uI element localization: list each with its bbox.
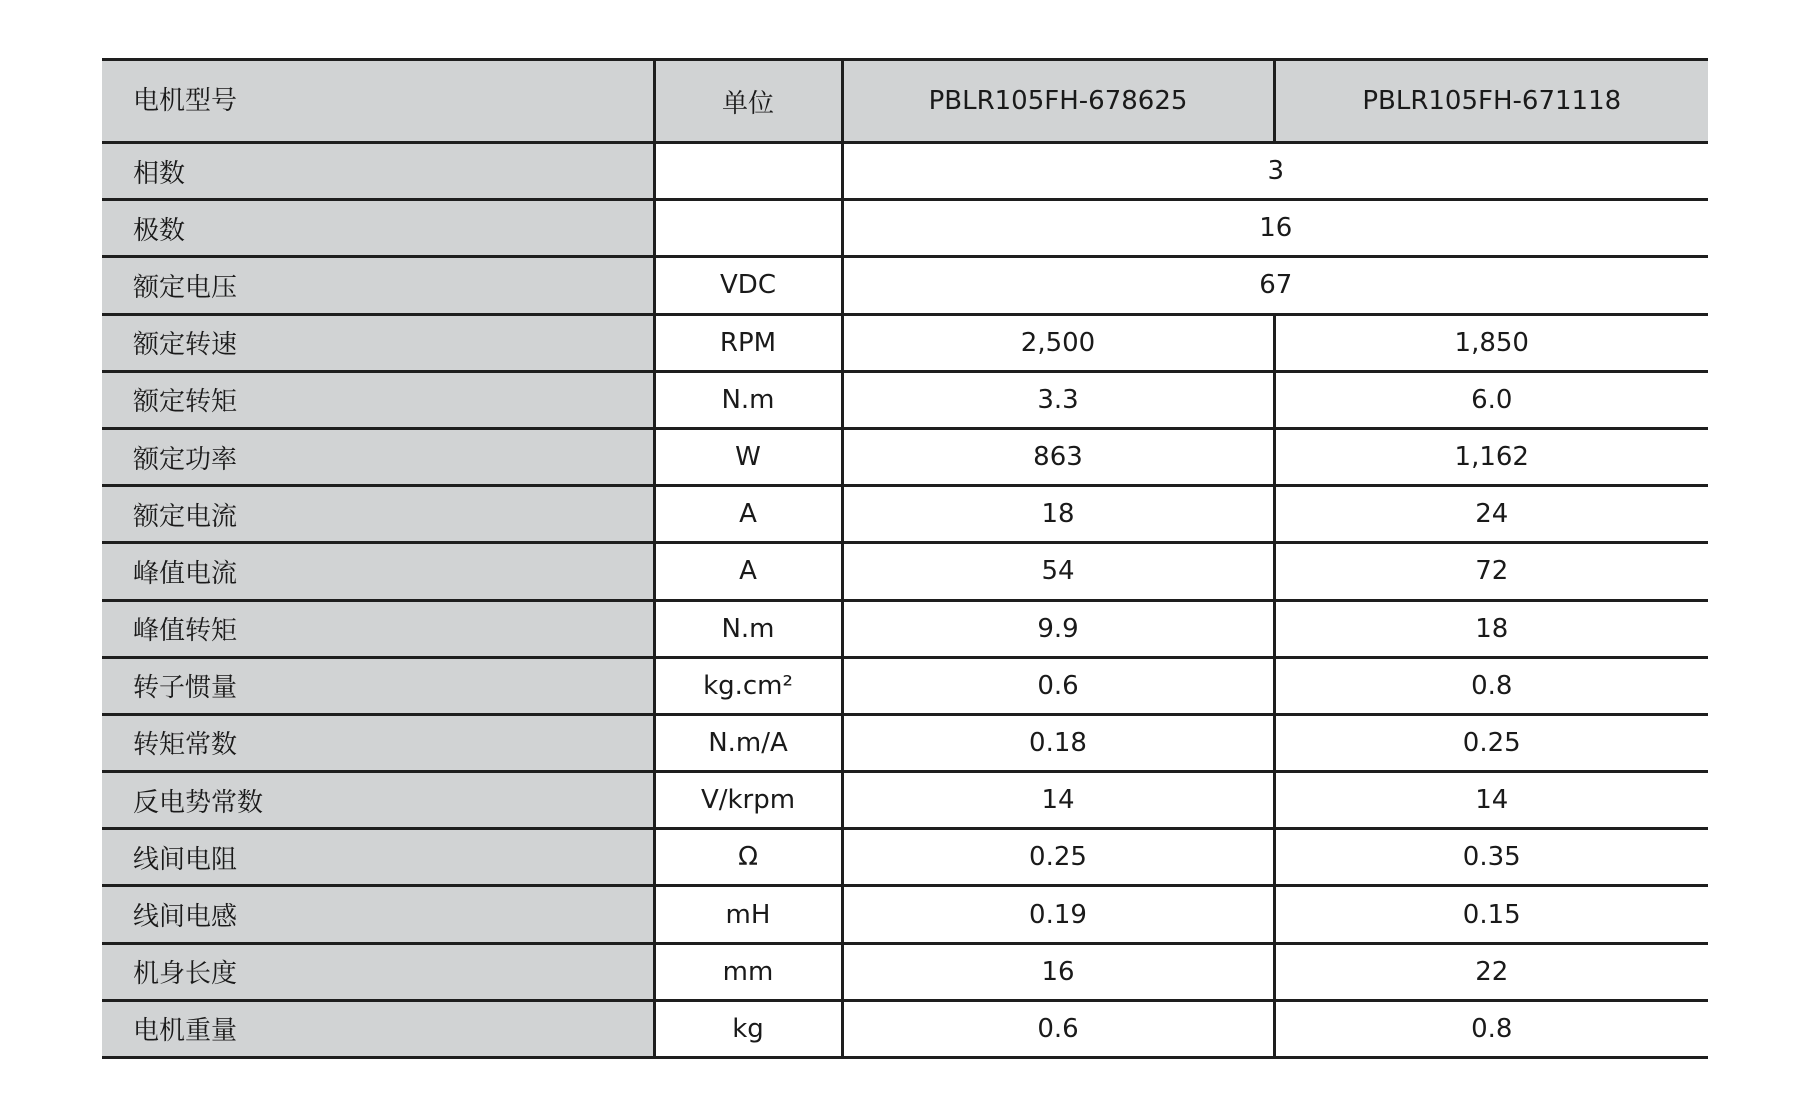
row-param-label: 额定电压 [102,257,654,314]
row-unit: N.m [654,371,842,428]
row-value-model-2: 1,162 [1274,428,1708,485]
table-row [102,1000,1708,1057]
header-param: 电机型号 [102,60,654,143]
row-value-shared: 3 [842,143,1708,200]
row-value-model-2: 24 [1274,486,1708,543]
row-param-label: 额定功率 [102,428,654,485]
row-value-model-2: 18 [1274,600,1708,657]
table-row [102,772,1708,829]
row-value-model-1: 54 [842,543,1274,600]
table-row [102,600,1708,657]
row-value-shared: 67 [842,257,1708,314]
table-row [102,829,1708,886]
row-unit: A [654,486,842,543]
row-param-label: 峰值电流 [102,543,654,600]
motor-spec-table [102,58,1708,1059]
row-value-model-1: 0.6 [842,657,1274,714]
table-row [102,886,1708,943]
row-value-model-2: 1,850 [1274,314,1708,371]
table-row [102,314,1708,371]
row-value-model-1: 0.19 [842,886,1274,943]
row-value-model-1: 18 [842,486,1274,543]
table-row [102,486,1708,543]
header-unit: 单位 [654,60,842,143]
row-param-label: 线间电阻 [102,829,654,886]
row-value-model-2: 6.0 [1274,371,1708,428]
row-unit: kg.cm² [654,657,842,714]
row-value-model-1: 2,500 [842,314,1274,371]
row-unit: kg [654,1000,842,1057]
table-row [102,657,1708,714]
row-value-model-1: 3.3 [842,371,1274,428]
row-unit [654,143,842,200]
row-unit: A [654,543,842,600]
table-row [102,257,1708,314]
row-param-label: 线间电感 [102,886,654,943]
row-value-model-1: 0.18 [842,714,1274,771]
row-value-model-2: 0.25 [1274,714,1708,771]
row-value-model-1: 0.25 [842,829,1274,886]
row-unit: N.m/A [654,714,842,771]
row-param-label: 电机重量 [102,1000,654,1057]
table-row [102,200,1708,257]
row-value-model-1: 863 [842,428,1274,485]
row-param-label: 额定电流 [102,486,654,543]
header-model-2: PBLR105FH-671118 [1274,60,1708,143]
row-value-model-1: 14 [842,772,1274,829]
row-unit: W [654,428,842,485]
row-param-label: 额定转矩 [102,371,654,428]
row-param-label: 转子惯量 [102,657,654,714]
header-row [102,60,1708,143]
row-value-model-2: 0.15 [1274,886,1708,943]
row-param-label: 相数 [102,143,654,200]
row-unit: VDC [654,257,842,314]
table-row [102,428,1708,485]
row-unit: Ω [654,829,842,886]
header-model-1: PBLR105FH-678625 [842,60,1274,143]
table-body [102,143,1708,1058]
row-value-model-2: 0.8 [1274,1000,1708,1057]
row-unit [654,200,842,257]
row-value-model-1: 16 [842,943,1274,1000]
row-value-model-2: 72 [1274,543,1708,600]
row-unit: mm [654,943,842,1000]
row-unit: N.m [654,600,842,657]
row-value-model-2: 14 [1274,772,1708,829]
row-value-model-1: 0.6 [842,1000,1274,1057]
table-row [102,371,1708,428]
table-row [102,714,1708,771]
row-param-label: 机身长度 [102,943,654,1000]
row-value-model-2: 22 [1274,943,1708,1000]
table-row [102,543,1708,600]
row-param-label: 反电势常数 [102,772,654,829]
row-unit: V/krpm [654,772,842,829]
row-value-model-1: 9.9 [842,600,1274,657]
row-param-label: 转矩常数 [102,714,654,771]
row-unit: mH [654,886,842,943]
row-param-label: 极数 [102,200,654,257]
row-value-shared: 16 [842,200,1708,257]
row-value-model-2: 0.35 [1274,829,1708,886]
row-param-label: 峰值转矩 [102,600,654,657]
row-param-label: 额定转速 [102,314,654,371]
row-value-model-2: 0.8 [1274,657,1708,714]
table-row [102,943,1708,1000]
table-row [102,143,1708,200]
row-unit: RPM [654,314,842,371]
